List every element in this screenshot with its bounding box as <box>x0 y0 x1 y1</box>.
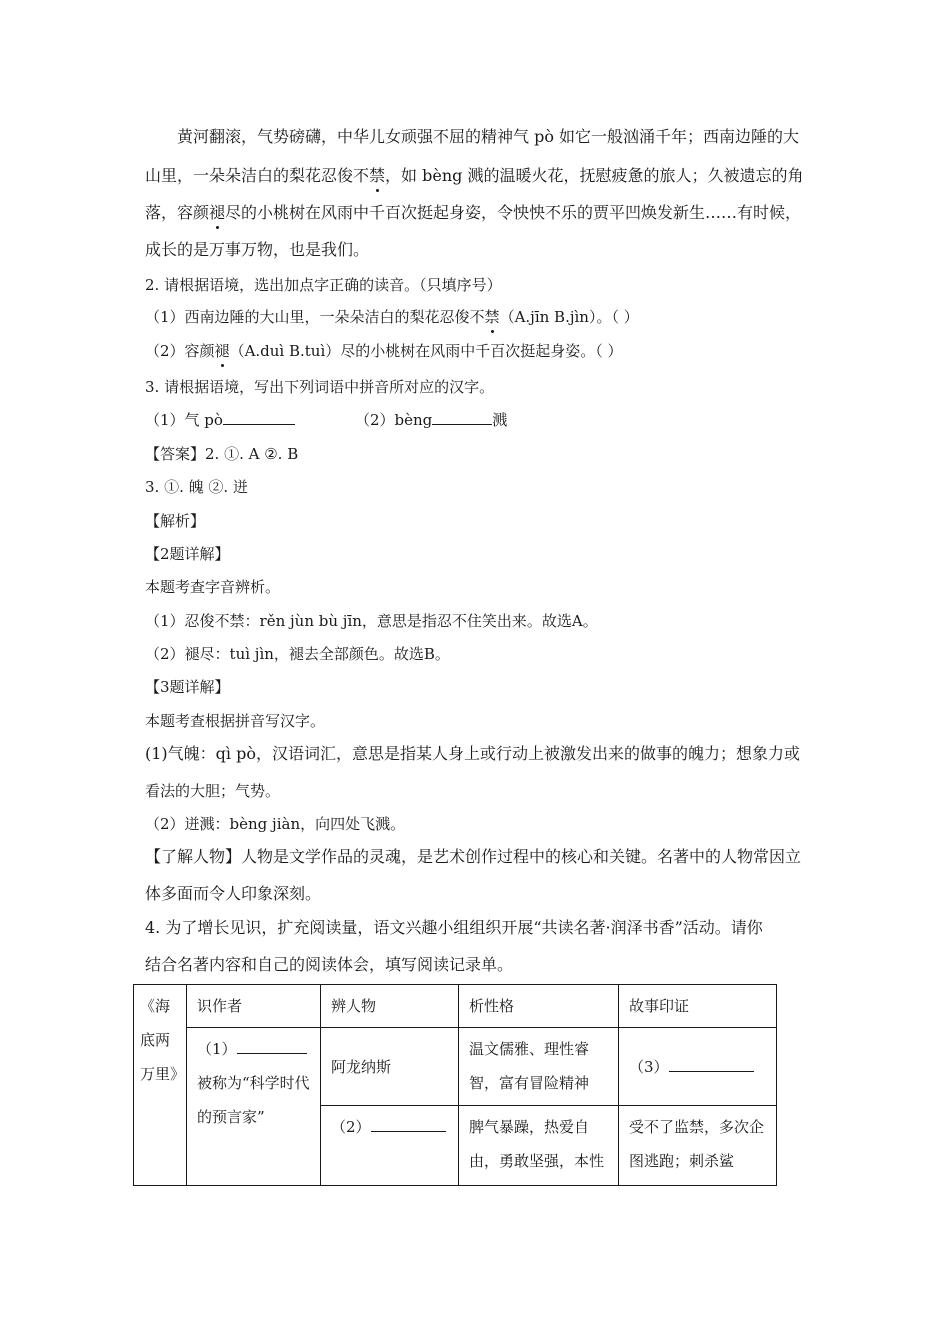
header-story: 故事印证 <box>619 985 777 1028</box>
detail-3-item-2: （2）迸溅：bèng jiàn，向四处飞溅。 <box>145 815 406 833</box>
detail-2-heading: 【2题详解】 <box>145 545 230 563</box>
detail-3-item-1-line-2: 看法的大胆；气势。 <box>145 782 281 800</box>
character-2-cell <box>321 1106 459 1186</box>
q2-item-options: （A.duì B.tuì）尽的小桃树在风雨中千百次挺起身姿。（ ） <box>229 342 623 360</box>
q2-title: 2. 请根据语境，选出加点字正确的读音。（只填序号） <box>145 276 502 294</box>
answer-blank[interactable] <box>432 410 492 425</box>
q3-title: 3. 请根据语境，写出下列词语中拼音所对应的汉字。 <box>145 378 495 396</box>
emphasized-char: 禁 <box>484 308 500 326</box>
section-intro-line-2: 体多面而令人印象深刻。 <box>145 884 322 903</box>
q2-item-2 <box>145 341 623 361</box>
table-row <box>134 1028 777 1106</box>
answer-blank[interactable] <box>237 1039 307 1054</box>
q3-item-1: （1）气 pò <box>145 411 223 429</box>
story-1-prefix: （3） <box>629 1057 669 1076</box>
answer-blank[interactable] <box>669 1057 754 1072</box>
detail-2-item-2: （2）褪尽：tuì jìn，褪去全部颜色。故选B。 <box>145 645 450 663</box>
story-1-cell <box>619 1028 777 1106</box>
story-2-cell: 受不了监禁，多次企图逃跑；刺杀鲨 <box>619 1106 777 1186</box>
section-intro-line-1: 【了解人物】人物是文学作品的灵魂，是艺术创作过程中的核心和关键。名著中的人物常因立 <box>145 847 802 866</box>
q3-item-2-suffix: 溅 <box>492 411 508 429</box>
q2-item-text: （2）容颜 <box>145 342 215 360</box>
character-1-cell: 阿龙纳斯 <box>321 1028 459 1106</box>
passage-text: ，如 bèng 溅的温暖火花，抚慰疲惫的旅人；久被遗忘的角 <box>385 166 804 185</box>
header-character: 辨人物 <box>321 985 459 1028</box>
reading-record-table <box>133 984 777 1186</box>
header-personality: 析性格 <box>459 985 619 1028</box>
table-row <box>134 985 777 1028</box>
author-prefix: （1） <box>197 1040 237 1058</box>
detail-3-heading: 【3题详解】 <box>145 678 230 696</box>
answer-blank[interactable] <box>371 1117 446 1132</box>
author-suffix: 被称为“科学时代的预言家” <box>197 1074 310 1126</box>
answer-blank[interactable] <box>223 410 295 425</box>
detail-3-intro: 本题考查根据拼音写汉字。 <box>145 712 326 730</box>
header-author: 识作者 <box>187 985 321 1028</box>
trait-2-cell: 脾气暴躁，热爱自由，勇敢坚强，本性 <box>459 1106 619 1186</box>
character-2-prefix: （2） <box>331 1118 371 1136</box>
emphasized-char: 禁 <box>369 166 386 185</box>
book-title-cell: 《海底两万里》 <box>134 985 187 1186</box>
q3-item-2: （2）bèng <box>354 411 433 429</box>
q4-line-1: 4. 为了增长见识，扩充阅读量，语文兴趣小组组织开展“共读名著·润泽书香”活动。请你 <box>145 918 763 937</box>
analysis-heading: 【解析】 <box>145 512 206 530</box>
q2-item-1 <box>145 307 639 327</box>
passage-line-1: 黄河翻滚，气势磅礴，中华儿女顽强不屈的精神气 pò 如它一般汹涌千年；西南边陲的大 <box>177 127 800 146</box>
passage-line-3 <box>145 203 801 223</box>
q2-item-text: （1）西南边陲的大山里，一朵朵洁白的梨花忍俊不 <box>145 308 485 326</box>
passage-text: 尽的小桃树在风雨中千百次挺起身姿，令怏怏不乐的贾平凹焕发新生……有时候， <box>225 203 802 222</box>
trait-1-cell: 温文儒雅、理性睿智，富有冒险精神 <box>459 1028 619 1106</box>
emphasized-char: 褪 <box>214 342 230 360</box>
answer-2: 【答案】2. ①. A ②. B <box>145 445 299 463</box>
q4-line-2: 结合名著内容和自己的阅读体会，填写阅读记录单。 <box>145 955 514 974</box>
answer-3: 3. ①. 魄 ②. 迸 <box>145 478 248 496</box>
detail-2-item-1: （1）忍俊不禁：rěn jùn bù jīn，意思是指忍不住笑出来。故选A。 <box>145 612 598 630</box>
passage-line-4: 成长的是万事万物，也是我们。 <box>145 240 370 259</box>
emphasized-char: 褪 <box>209 203 226 222</box>
q2-item-options: （A.jīn B.jìn）。（ ） <box>499 308 639 326</box>
passage-text: 落，容颜 <box>145 203 210 222</box>
q3-items <box>145 410 507 430</box>
detail-2-intro: 本题考查字音辨析。 <box>145 578 281 596</box>
detail-3-item-1-line-1: (1)气魄：qì pò，汉语词汇，意思是指某人身上或行动上被激发出来的做事的魄力；想象力或 <box>145 744 800 763</box>
author-cell <box>187 1028 321 1186</box>
passage-text: 山里，一朵朵洁白的梨花忍俊不 <box>145 166 370 185</box>
passage-line-2 <box>145 166 803 186</box>
